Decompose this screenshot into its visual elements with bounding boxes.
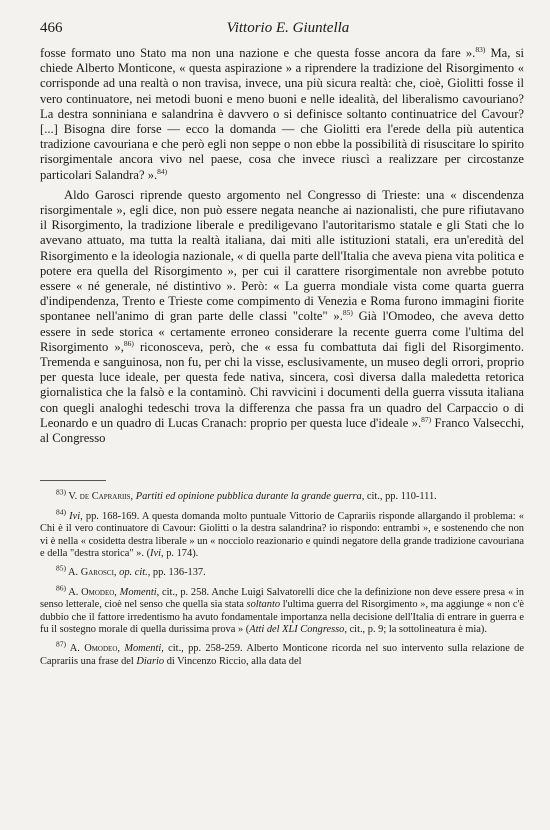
footnote-85: $^{85)}$ A. Garosci, op. cit., pp. 136-137. [56,563,206,579]
page-number: 466 [40,20,63,36]
footnote-87: $^{87)}$ A. Omodeo, Momenti, cit., pp. 258-259. Alberto Monticone ricorda nel suo intervento sulla relazione de Caprariis una frase del Diario di Vincenzo Riccio, alla data del [40,639,524,667]
page-header [40,20,524,46]
body-paragraph: Aldo Garosci riprende questo argomento nel Congresso di Trieste: una « discendenza risorgimentale », egli dice, non può essere negata neanche ai nazionalisti, che pure rifiutavano il Risorgimento, la tradizione liberale e prediligevano l'autoritarismo statale e gli Stati che lo avevano attuato, ma tutta la realtà italiana, dai miti alle istituzioni statali, era un'eredità del Risorgimento e la ideologia nazionale, « di quella parte dell'Italia che aveva piena vita politica e potere era quella del Risorgimento », per cui il carattere risorgimentale non avrebbe potuto essere « né generale, né distintivo ». Però: « La guerra mondiale vista come quarta guerra d'indipendenza, Trento e Trieste come compimento di Venezia e Roma furono immagini fiorite spontanee nell'animo di gran parte delle classi "colte" ».$^{85)}$ Già l'Omodeo, che aveva detto essere in sede storica « certamente erroneo considerare la recente guerra come l'ultima del Risorgimento »,$^{86)}$ riconosceva, però, che « essa fu combattuta dai figli del Risorgimento. Tremenda e sanguinosa, non fu, per chi la visse, esclusivamente, un museo degli orrori, proprio per questa luce ideale, per questa fede nativa, sincera, così diversa dalla maledetta retorica giornalistica che la falsò e la contaminò. Chi ravvicini i documenti della guerra vissuta italiana con quegli analoghi tedeschi trova la differenza che passa fra un quadro del Carpaccio o di Leonardo e un quadro di Lucas Cranach: proprio per questa luce d'ideale ».$^{87)}$ Franco Valsecchi, al Congresso [40,187,525,446]
main-text [40,46,524,446]
running-head: Vittorio E. Giuntella [226,20,350,36]
footnote-84: $^{84)}$ Ivi, pp. 168-169. A questa domanda molto puntuale Vittorio de Caprariis risponde allargando il problema: « Chi è il vero continuatore di Cavour: Giolitti o la destra salandrina? io rispondo: entrambi », e sostenendo che non vi è nella « cosidetta destra liberale » un « nocciolo reazionario e quindi negatore della grande tradizione cavouriana e della "destra storica" ». (Ivi, p. 174). [40,507,524,559]
footnote-83: $^{83)}$ V. de Caprariis, Partiti ed opinione pubblica durante la grande guerra, cit., pp. 110-111. [56,487,437,503]
footnote-separator [40,480,106,481]
footnote-86: $^{86)}$ A. Omodeo, Momenti, cit., p. 258. Anche Luigi Salvatorelli dice che la definizione non deve essere presa « in senso letterale, cioè nel senso che quella sia stata soltanto l'ultima guerra del Risorgimento », ma aggiunge « non c'è dubbio che il fattore irredentismo ha avuto fondamentale importanza nella decisione dell'Italia di entrare in guerra e fu il sostegno morale di quella durissima prova » (Atti del XLI Congresso, cit., p. 9; la sottolineatura è mia). [40,583,525,635]
body-paragraph: fosse formato uno Stato ma non una nazione e che questa fosse ancora da fare ».$^{83)}$ Ma, si chiede Alberto Monticone, « questa aspirazione » a riprendere la tradizione del Risorgimento « corrisponde ad una realtà o non travisa, invece, una più sicura realtà: che, cioè, Giolitti fosse il vero continuatore, nei metodi buoni e meno buoni e nelle idealità, del liberalismo cavouriano? La destra sonniniana e salandrina è davvero o si definisce soltanto continuatrice del Cavour? [...] Bisogna dire forse — ecco la domanda — che Giolitti era l'erede della più autentica tradizione cavouriana e che però egli non seppe o non ebbe la possibilità di risuscitare lo spirito risorgimentale ancora vivo nel paese, cosa che invece riuscì a realizzare per circostanze particolari Salandra? ».$^{84)}$ [40,44,524,182]
footnotes [40,487,525,668]
